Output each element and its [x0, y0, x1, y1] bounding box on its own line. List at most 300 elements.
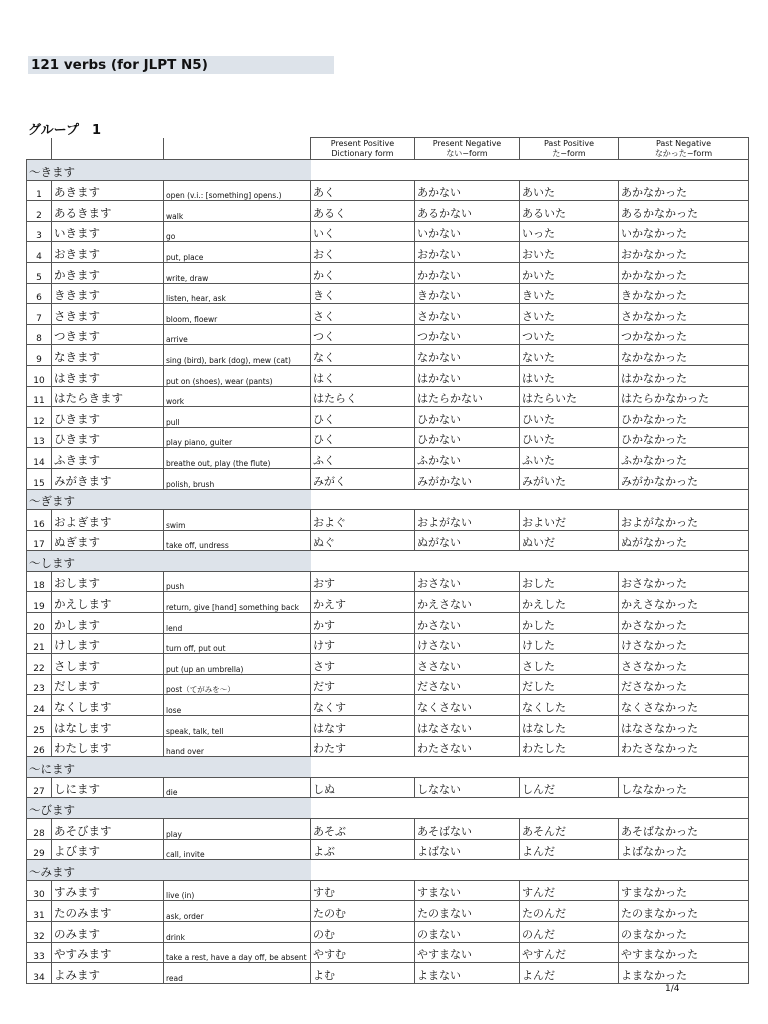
nai-form-cell: はたらかない — [415, 386, 520, 407]
masu-form-cell: あきます — [52, 180, 164, 201]
masu-form-cell: なきます — [52, 345, 164, 366]
ta-form-cell: みがいた — [520, 468, 619, 489]
english-meaning-cell: call, invite — [164, 839, 311, 860]
dictionary-form-cell: なくす — [311, 695, 415, 716]
nai-form-cell: よまない — [415, 963, 520, 984]
header-past-negative-label: Past Negative — [655, 138, 712, 148]
nai-form-cell: さかない — [415, 304, 520, 325]
nakatta-form-cell: みがかなかった — [619, 468, 749, 489]
table-row — [27, 530, 749, 551]
row-number-cell: 13 — [27, 427, 52, 448]
nai-form-cell: いかない — [415, 221, 520, 242]
ta-form-cell: ひいた — [520, 407, 619, 428]
ta-form-cell: なくした — [520, 695, 619, 716]
nakatta-form-cell: ひかなかった — [619, 427, 749, 448]
table-row — [27, 221, 749, 242]
table-row — [27, 345, 749, 366]
nakatta-form-cell: ださなかった — [619, 674, 749, 695]
row-number-cell: 26 — [27, 736, 52, 757]
masu-form-cell: やすみます — [52, 942, 164, 963]
header-past-positive-sub: た−form — [552, 148, 586, 158]
dictionary-form-cell: おす — [311, 571, 415, 592]
header-past-negative — [619, 138, 749, 160]
table-row — [27, 633, 749, 654]
english-meaning-cell: return, give [hand] something back — [164, 592, 311, 613]
masu-form-cell: あるきます — [52, 201, 164, 222]
english-meaning-cell: arrive — [164, 324, 311, 345]
table-row — [27, 716, 749, 737]
row-number-cell: 33 — [27, 942, 52, 963]
nakatta-form-cell: およがなかった — [619, 510, 749, 531]
section-row — [27, 551, 749, 572]
nakatta-form-cell: ぬがなかった — [619, 530, 749, 551]
row-number-cell: 8 — [27, 324, 52, 345]
row-number-cell: 14 — [27, 448, 52, 469]
table-row — [27, 839, 749, 860]
section-row — [27, 160, 749, 181]
nai-form-cell: きかない — [415, 283, 520, 304]
ta-form-cell: おした — [520, 571, 619, 592]
dictionary-form-cell: ひく — [311, 407, 415, 428]
nakatta-form-cell: けさなかった — [619, 633, 749, 654]
english-meaning-cell: drink — [164, 921, 311, 942]
masu-form-cell: おします — [52, 571, 164, 592]
nakatta-form-cell: あそばなかった — [619, 819, 749, 840]
nai-form-cell: よばない — [415, 839, 520, 860]
header-row — [27, 138, 749, 160]
row-number-cell: 3 — [27, 221, 52, 242]
dictionary-form-cell: さく — [311, 304, 415, 325]
nakatta-form-cell: かかなかった — [619, 262, 749, 283]
nakatta-form-cell: はかなかった — [619, 365, 749, 386]
english-meaning-cell: put on (shoes), wear (pants) — [164, 365, 311, 386]
dictionary-form-cell: のむ — [311, 921, 415, 942]
section-row — [27, 798, 749, 819]
dictionary-form-cell: かく — [311, 262, 415, 283]
dictionary-form-cell: はく — [311, 365, 415, 386]
header-present-positive-sub: Dictionary form — [331, 148, 394, 158]
dictionary-form-cell: かえす — [311, 592, 415, 613]
ta-form-cell: かした — [520, 613, 619, 634]
nakatta-form-cell: なくさなかった — [619, 695, 749, 716]
section-row — [27, 757, 749, 778]
table-row — [27, 201, 749, 222]
nai-form-cell: わたさない — [415, 736, 520, 757]
header-blank — [52, 138, 164, 160]
english-meaning-cell: swim — [164, 510, 311, 531]
nai-form-cell: ださない — [415, 674, 520, 695]
nakatta-form-cell: かさなかった — [619, 613, 749, 634]
dictionary-form-cell: ふく — [311, 448, 415, 469]
masu-form-cell: ぬぎます — [52, 530, 164, 551]
nakatta-form-cell: すまなかった — [619, 880, 749, 901]
masu-form-cell: はたらきます — [52, 386, 164, 407]
table-row — [27, 365, 749, 386]
english-meaning-cell: play — [164, 819, 311, 840]
table-row — [27, 942, 749, 963]
row-number-cell: 30 — [27, 880, 52, 901]
ta-form-cell: さした — [520, 654, 619, 675]
nakatta-form-cell: のまなかった — [619, 921, 749, 942]
row-number-cell: 28 — [27, 819, 52, 840]
row-number-cell: 25 — [27, 716, 52, 737]
nai-form-cell: おさない — [415, 571, 520, 592]
masu-form-cell: ふきます — [52, 448, 164, 469]
ta-form-cell: けした — [520, 633, 619, 654]
nai-form-cell: すまない — [415, 880, 520, 901]
dictionary-form-cell: すむ — [311, 880, 415, 901]
dictionary-form-cell: よむ — [311, 963, 415, 984]
row-number-cell: 1 — [27, 180, 52, 201]
nai-form-cell: あそばない — [415, 819, 520, 840]
english-meaning-cell: turn off, put out — [164, 633, 311, 654]
header-present-negative-label: Present Negative — [432, 138, 502, 148]
masu-form-cell: すみます — [52, 880, 164, 901]
dictionary-form-cell: よぶ — [311, 839, 415, 860]
nakatta-form-cell: やすまなかった — [619, 942, 749, 963]
table-row — [27, 901, 749, 922]
dictionary-form-cell: ひく — [311, 427, 415, 448]
table-row — [27, 448, 749, 469]
table-row — [27, 571, 749, 592]
ta-form-cell: ぬいだ — [520, 530, 619, 551]
nai-form-cell: かかない — [415, 262, 520, 283]
nai-form-cell: ぬがない — [415, 530, 520, 551]
nakatta-form-cell: わたさなかった — [619, 736, 749, 757]
masu-form-cell: のみます — [52, 921, 164, 942]
row-number-cell: 16 — [27, 510, 52, 531]
row-number-cell: 32 — [27, 921, 52, 942]
dictionary-form-cell: しぬ — [311, 777, 415, 798]
nai-form-cell: たのまない — [415, 901, 520, 922]
row-number-cell: 5 — [27, 262, 52, 283]
ta-form-cell: いった — [520, 221, 619, 242]
masu-form-cell: はなします — [52, 716, 164, 737]
section-row — [27, 860, 749, 881]
row-number-cell: 7 — [27, 304, 52, 325]
dictionary-form-cell: はなす — [311, 716, 415, 737]
dictionary-form-cell: なく — [311, 345, 415, 366]
page-number: 1/4 — [665, 984, 680, 994]
header-present-positive-label: Present Positive — [330, 138, 395, 148]
section-blank — [311, 757, 749, 778]
masu-form-cell: みがきます — [52, 468, 164, 489]
dictionary-form-cell: あく — [311, 180, 415, 201]
ta-form-cell: すんだ — [520, 880, 619, 901]
table-row — [27, 695, 749, 716]
document-title: 121 verbs (for JLPT N5) — [28, 56, 334, 74]
nai-form-cell: やすまない — [415, 942, 520, 963]
ta-form-cell: よんだ — [520, 963, 619, 984]
verb-table — [26, 137, 749, 984]
nai-form-cell: ひかない — [415, 427, 520, 448]
nai-form-cell: はかない — [415, 365, 520, 386]
nakatta-form-cell: おさなかった — [619, 571, 749, 592]
english-meaning-cell: go — [164, 221, 311, 242]
ta-form-cell: およいだ — [520, 510, 619, 531]
row-number-cell: 34 — [27, 963, 52, 984]
row-number-cell: 27 — [27, 777, 52, 798]
english-meaning-cell: die — [164, 777, 311, 798]
english-meaning-cell: walk — [164, 201, 311, 222]
english-meaning-cell: hand over — [164, 736, 311, 757]
nakatta-form-cell: よばなかった — [619, 839, 749, 860]
masu-form-cell: あそびます — [52, 819, 164, 840]
row-number-cell: 9 — [27, 345, 52, 366]
english-meaning-cell: take off, undress — [164, 530, 311, 551]
nai-form-cell: かえさない — [415, 592, 520, 613]
row-number-cell: 6 — [27, 283, 52, 304]
english-meaning-cell: ask, order — [164, 901, 311, 922]
header-blank — [27, 138, 52, 160]
masu-form-cell: おきます — [52, 242, 164, 263]
row-number-cell: 31 — [27, 901, 52, 922]
header-past-positive-label: Past Positive — [543, 138, 595, 148]
masu-form-cell: ひきます — [52, 407, 164, 428]
table-row — [27, 674, 749, 695]
table-row — [27, 880, 749, 901]
masu-form-cell: ききます — [52, 283, 164, 304]
masu-form-cell: さきます — [52, 304, 164, 325]
row-number-cell: 29 — [27, 839, 52, 860]
header-present-negative — [415, 138, 520, 160]
nakatta-form-cell: きかなかった — [619, 283, 749, 304]
dictionary-form-cell: たのむ — [311, 901, 415, 922]
nai-form-cell: およがない — [415, 510, 520, 531]
table-row — [27, 592, 749, 613]
masu-form-cell: かきます — [52, 262, 164, 283]
english-meaning-cell: work — [164, 386, 311, 407]
nakatta-form-cell: ひかなかった — [619, 407, 749, 428]
nakatta-form-cell: ふかなかった — [619, 448, 749, 469]
row-number-cell: 21 — [27, 633, 52, 654]
ta-form-cell: ないた — [520, 345, 619, 366]
row-number-cell: 4 — [27, 242, 52, 263]
nai-form-cell: ひかない — [415, 407, 520, 428]
ta-form-cell: きいた — [520, 283, 619, 304]
section-label: 〜びます — [27, 798, 311, 819]
header-present-positive — [311, 138, 415, 160]
english-meaning-cell: post（てがみを〜） — [164, 674, 311, 695]
masu-form-cell: さします — [52, 654, 164, 675]
nakatta-form-cell: はなさなかった — [619, 716, 749, 737]
english-meaning-cell: listen, hear, ask — [164, 283, 311, 304]
dictionary-form-cell: やすむ — [311, 942, 415, 963]
nakatta-form-cell: ささなかった — [619, 654, 749, 675]
section-row — [27, 489, 749, 510]
ta-form-cell: おいた — [520, 242, 619, 263]
dictionary-form-cell: はたらく — [311, 386, 415, 407]
nai-form-cell: けさない — [415, 633, 520, 654]
table-row — [27, 324, 749, 345]
table-row — [27, 736, 749, 757]
english-meaning-cell: put (up an umbrella) — [164, 654, 311, 675]
nai-form-cell: ささない — [415, 654, 520, 675]
ta-form-cell: はなした — [520, 716, 619, 737]
table-row — [27, 963, 749, 984]
english-meaning-cell: breathe out, play (the flute) — [164, 448, 311, 469]
nakatta-form-cell: しななかった — [619, 777, 749, 798]
row-number-cell: 12 — [27, 407, 52, 428]
masu-form-cell: けします — [52, 633, 164, 654]
english-meaning-cell: polish, brush — [164, 468, 311, 489]
section-label: 〜にます — [27, 757, 311, 778]
table-row — [27, 654, 749, 675]
ta-form-cell: だした — [520, 674, 619, 695]
header-past-positive — [520, 138, 619, 160]
row-number-cell: 2 — [27, 201, 52, 222]
ta-form-cell: やすんだ — [520, 942, 619, 963]
section-blank — [311, 551, 749, 572]
dictionary-form-cell: つく — [311, 324, 415, 345]
row-number-cell: 18 — [27, 571, 52, 592]
table-row — [27, 180, 749, 201]
section-label: 〜します — [27, 551, 311, 572]
row-number-cell: 11 — [27, 386, 52, 407]
ta-form-cell: あそんだ — [520, 819, 619, 840]
header-present-negative-sub: ない−form — [446, 148, 488, 158]
masu-form-cell: かえします — [52, 592, 164, 613]
masu-form-cell: つきます — [52, 324, 164, 345]
dictionary-form-cell: ぬぐ — [311, 530, 415, 551]
masu-form-cell: かします — [52, 613, 164, 634]
english-meaning-cell: lose — [164, 695, 311, 716]
ta-form-cell: かいた — [520, 262, 619, 283]
masu-form-cell: なくします — [52, 695, 164, 716]
ta-form-cell: わたした — [520, 736, 619, 757]
masu-form-cell: わたします — [52, 736, 164, 757]
dictionary-form-cell: おく — [311, 242, 415, 263]
english-meaning-cell: play piano, guiter — [164, 427, 311, 448]
english-meaning-cell: sing (bird), bark (dog), mew (cat) — [164, 345, 311, 366]
row-number-cell: 22 — [27, 654, 52, 675]
nakatta-form-cell: なかなかった — [619, 345, 749, 366]
section-blank — [311, 489, 749, 510]
table-row — [27, 427, 749, 448]
nai-form-cell: のまない — [415, 921, 520, 942]
row-number-cell: 23 — [27, 674, 52, 695]
table-row — [27, 242, 749, 263]
section-blank — [311, 798, 749, 819]
nai-form-cell: かさない — [415, 613, 520, 634]
dictionary-form-cell: さす — [311, 654, 415, 675]
nai-form-cell: なかない — [415, 345, 520, 366]
english-meaning-cell: pull — [164, 407, 311, 428]
nakatta-form-cell: さかなかった — [619, 304, 749, 325]
masu-form-cell: ひきます — [52, 427, 164, 448]
row-number-cell: 10 — [27, 365, 52, 386]
row-number-cell: 20 — [27, 613, 52, 634]
nakatta-form-cell: おかなかった — [619, 242, 749, 263]
section-label: 〜きます — [27, 160, 311, 181]
ta-form-cell: あるいた — [520, 201, 619, 222]
nakatta-form-cell: あるかなかった — [619, 201, 749, 222]
section-label: 〜みます — [27, 860, 311, 881]
english-meaning-cell: write, draw — [164, 262, 311, 283]
english-meaning-cell: lend — [164, 613, 311, 634]
section-blank — [311, 160, 749, 181]
table-row — [27, 386, 749, 407]
ta-form-cell: のんだ — [520, 921, 619, 942]
dictionary-form-cell: きく — [311, 283, 415, 304]
nakatta-form-cell: いかなかった — [619, 221, 749, 242]
english-meaning-cell: live (in) — [164, 880, 311, 901]
ta-form-cell: ひいた — [520, 427, 619, 448]
row-number-cell: 15 — [27, 468, 52, 489]
nai-form-cell: はなさない — [415, 716, 520, 737]
english-meaning-cell: read — [164, 963, 311, 984]
ta-form-cell: ついた — [520, 324, 619, 345]
english-meaning-cell: open (v.i.: [something] opens.) — [164, 180, 311, 201]
dictionary-form-cell: けす — [311, 633, 415, 654]
ta-form-cell: はいた — [520, 365, 619, 386]
table-row — [27, 468, 749, 489]
row-number-cell: 17 — [27, 530, 52, 551]
table-row — [27, 921, 749, 942]
nai-form-cell: みがかない — [415, 468, 520, 489]
section-blank — [311, 860, 749, 881]
table-row — [27, 283, 749, 304]
table-row — [27, 407, 749, 428]
table-row — [27, 819, 749, 840]
english-meaning-cell: put, place — [164, 242, 311, 263]
table-row — [27, 777, 749, 798]
dictionary-form-cell: あそぶ — [311, 819, 415, 840]
nakatta-form-cell: たのまなかった — [619, 901, 749, 922]
dictionary-form-cell: あるく — [311, 201, 415, 222]
english-meaning-cell: push — [164, 571, 311, 592]
dictionary-form-cell: いく — [311, 221, 415, 242]
nai-form-cell: あかない — [415, 180, 520, 201]
ta-form-cell: ふいた — [520, 448, 619, 469]
dictionary-form-cell: わたす — [311, 736, 415, 757]
dictionary-form-cell: かす — [311, 613, 415, 634]
nai-form-cell: おかない — [415, 242, 520, 263]
group-title: グループ 1 — [28, 123, 102, 138]
nai-form-cell: なくさない — [415, 695, 520, 716]
masu-form-cell: はきます — [52, 365, 164, 386]
dictionary-form-cell: みがく — [311, 468, 415, 489]
ta-form-cell: かえした — [520, 592, 619, 613]
nakatta-form-cell: あかなかった — [619, 180, 749, 201]
ta-form-cell: さいた — [520, 304, 619, 325]
english-meaning-cell: bloom, floewr — [164, 304, 311, 325]
masu-form-cell: いきます — [52, 221, 164, 242]
masu-form-cell: だします — [52, 674, 164, 695]
nakatta-form-cell: はたらかなかった — [619, 386, 749, 407]
table-row — [27, 613, 749, 634]
masu-form-cell: よびます — [52, 839, 164, 860]
nai-form-cell: しなない — [415, 777, 520, 798]
ta-form-cell: たのんだ — [520, 901, 619, 922]
english-meaning-cell: speak, talk, tell — [164, 716, 311, 737]
masu-form-cell: たのみます — [52, 901, 164, 922]
nakatta-form-cell: かえさなかった — [619, 592, 749, 613]
masu-form-cell: しにます — [52, 777, 164, 798]
masu-form-cell: およぎます — [52, 510, 164, 531]
masu-form-cell: よみます — [52, 963, 164, 984]
nakatta-form-cell: つかなかった — [619, 324, 749, 345]
section-label: 〜ぎます — [27, 489, 311, 510]
row-number-cell: 19 — [27, 592, 52, 613]
nai-form-cell: ふかない — [415, 448, 520, 469]
nai-form-cell: つかない — [415, 324, 520, 345]
table-row — [27, 304, 749, 325]
ta-form-cell: あいた — [520, 180, 619, 201]
english-meaning-cell: take a rest, have a day off, be absent — [164, 942, 311, 963]
ta-form-cell: しんだ — [520, 777, 619, 798]
ta-form-cell: よんだ — [520, 839, 619, 860]
